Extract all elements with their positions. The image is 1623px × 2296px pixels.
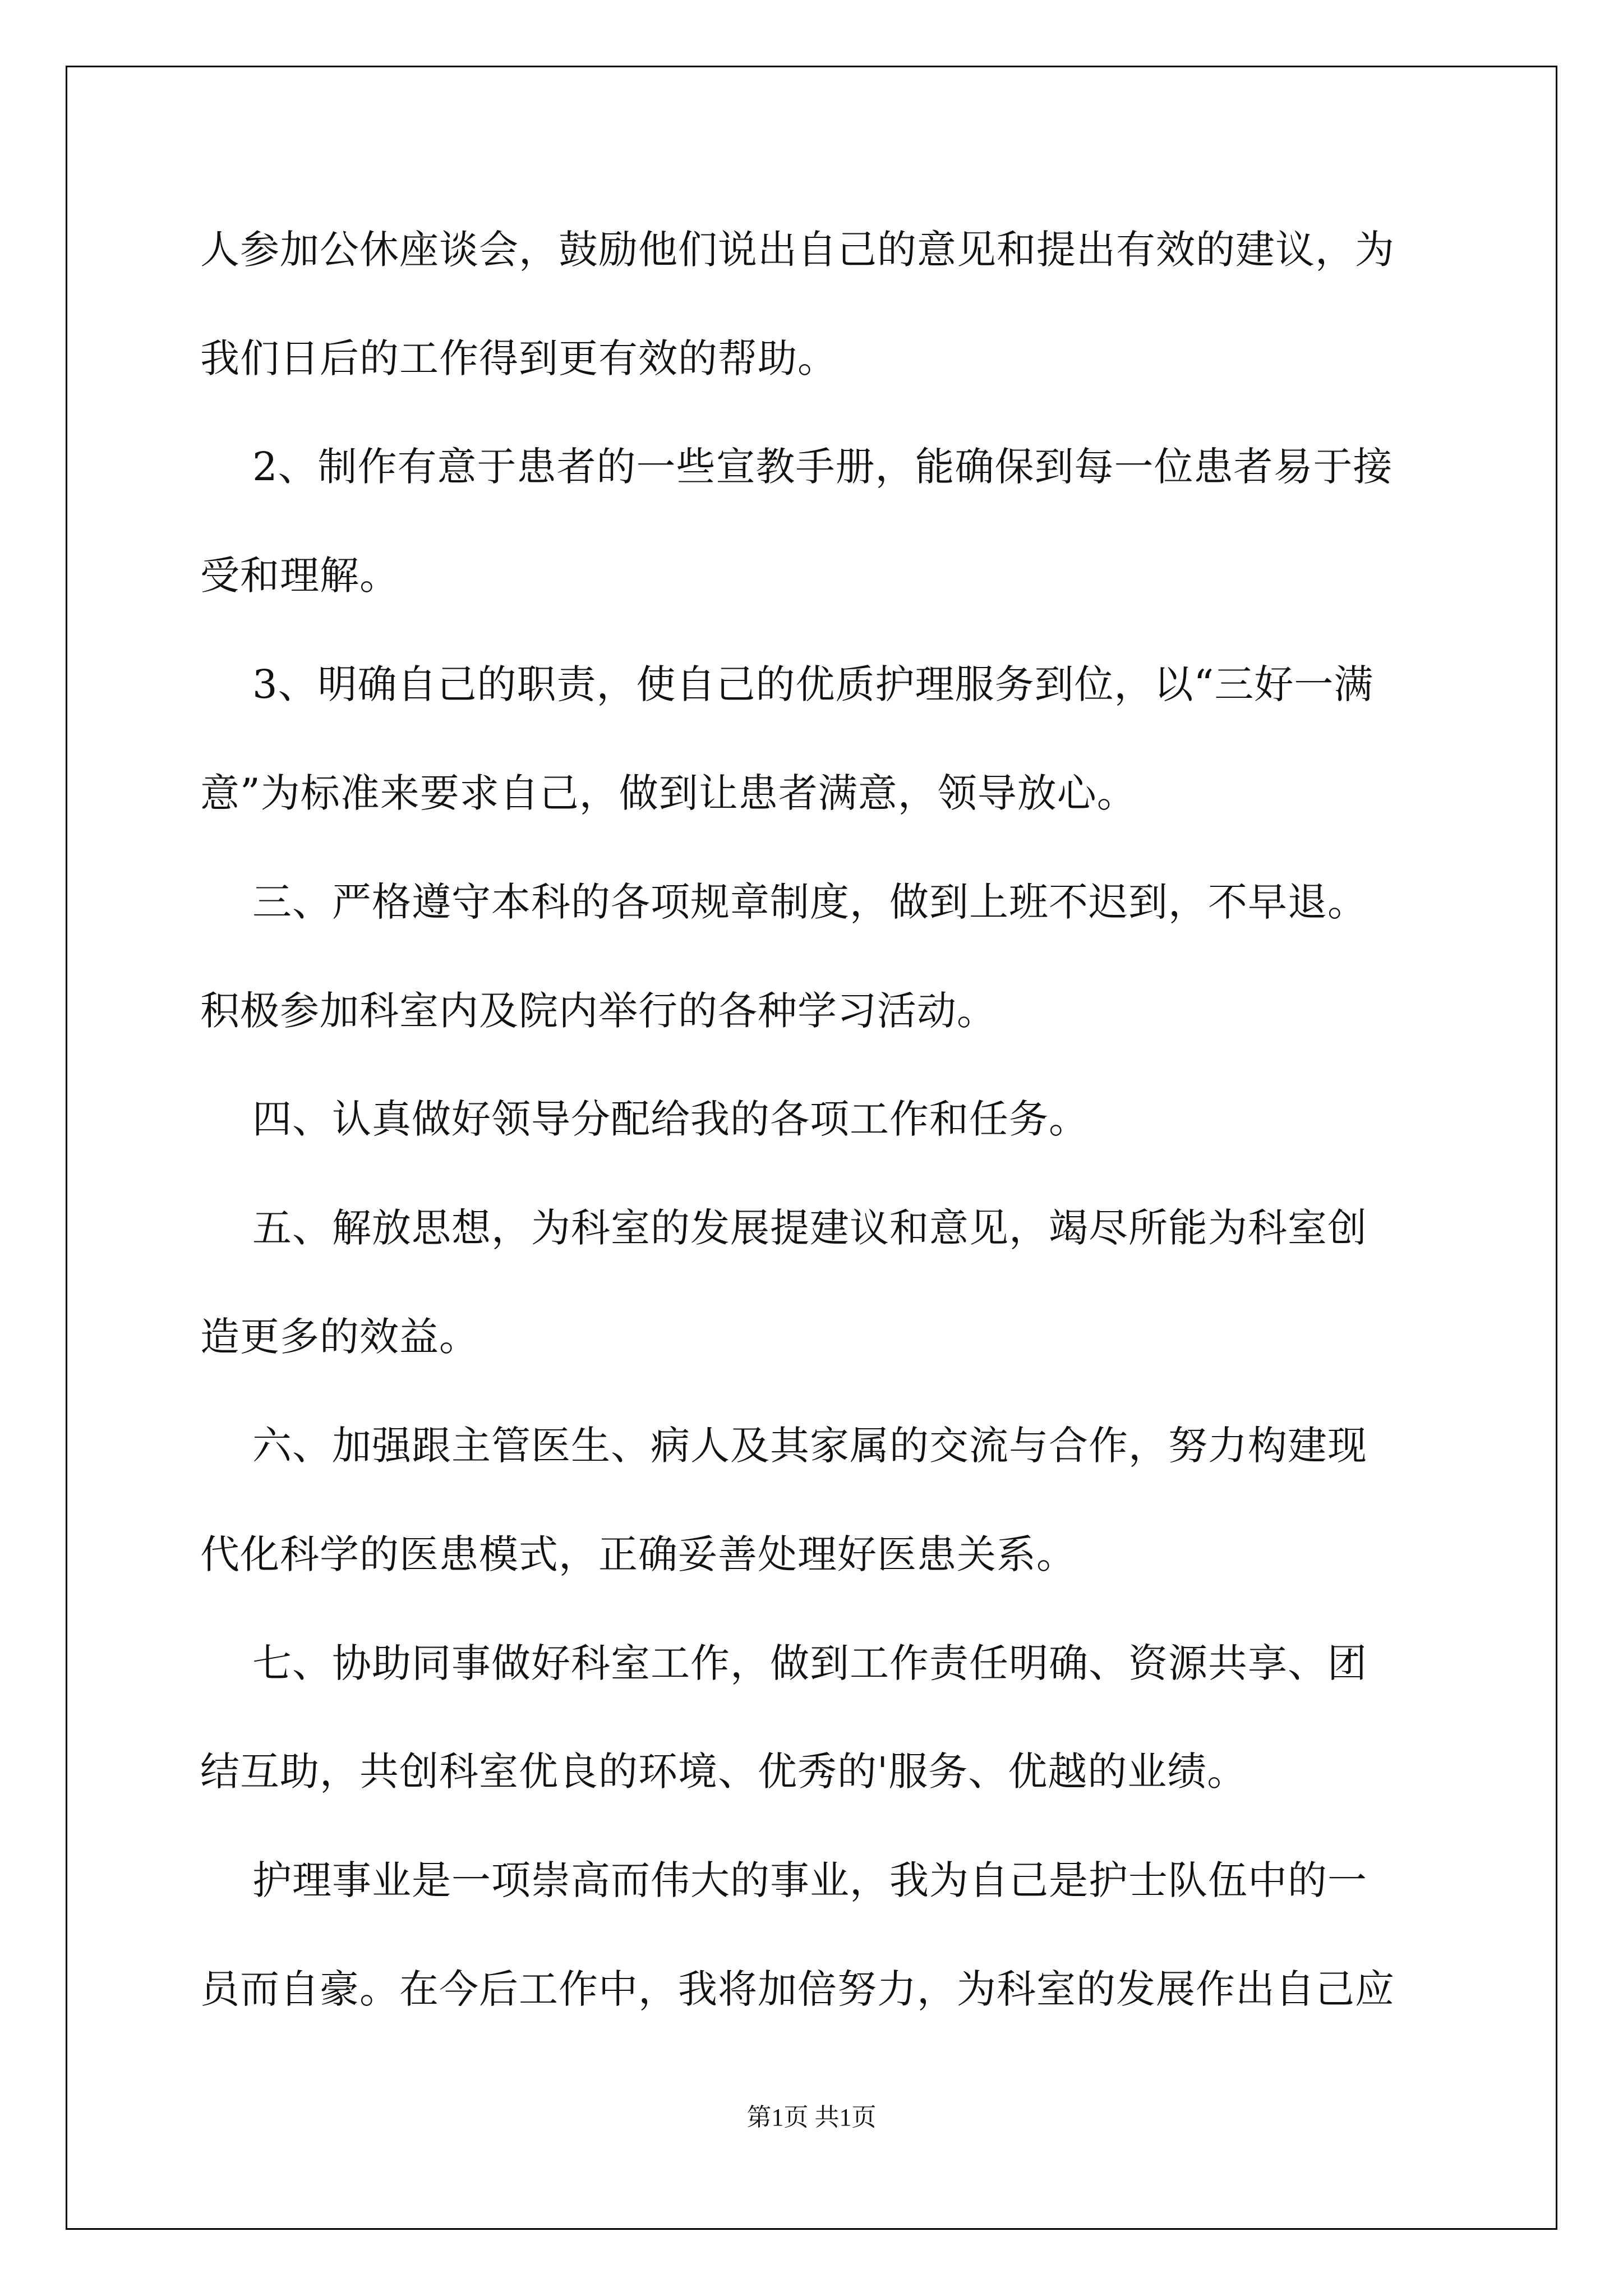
text-line: 意”为标准来要求自己，做到让患者满意，领导放心。: [200, 770, 1137, 816]
text-line: 六、加强跟主管医生、病人及其家属的交流与合作，努力构建现: [200, 1423, 1368, 1469]
page-number-footer: 第1页 共1页: [746, 2104, 877, 2131]
text-line: 四、认真做好领导分配给我的各项工作和任务。: [200, 1096, 1089, 1142]
text-line: 结互助，共创科室优良的环境、优秀的'服务、优越的业绩。: [200, 1749, 1247, 1795]
text-line: 积极参加科室内及院内举行的各种学习活动。: [200, 988, 997, 1034]
text-line: 代化科学的医患模式，正确妥善处理好医患关系。: [200, 1531, 1076, 1577]
text-line: 我们日后的工作得到更有效的帮助。: [200, 335, 837, 381]
text-line: 护理事业是一项崇高而伟大的事业，我为自己是护士队伍中的一: [200, 1857, 1368, 1903]
text-line: 3、明确自己的职责，使自己的优质护理服务到位，以“三好一满: [200, 661, 1374, 707]
text-line: 三、严格遵守本科的各项规章制度，做到上班不迟到，不早退。: [200, 879, 1368, 925]
text-line: 员而自豪。在今后工作中，我将加倍努力，为科室的发展作出自己应: [200, 1966, 1395, 2012]
text-line: 七、协助同事做好科室工作，做到工作责任明确、资源共享、团: [200, 1640, 1368, 1686]
text-line: 2、制作有意于患者的一些宣教手册，能确保到每一位患者易于接: [200, 444, 1393, 490]
text-line: 造更多的效益。: [200, 1314, 479, 1360]
text-line: 人参加公休座谈会，鼓励他们说出自己的意见和提出有效的建议，为: [200, 227, 1395, 273]
text-line: 受和理解。: [200, 553, 399, 599]
text-line: 五、解放思想，为科室的发展提建议和意见，竭尽所能为科室创: [200, 1205, 1368, 1251]
